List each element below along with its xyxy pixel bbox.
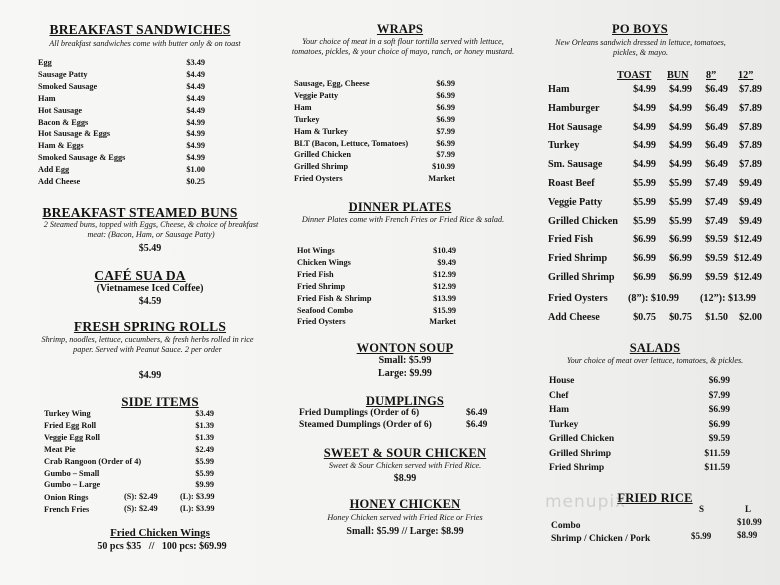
side-item-price: $5.99	[195, 468, 214, 478]
poboy-price: $0.75	[669, 312, 692, 323]
side-item-large-price: (L): $3.99	[180, 504, 215, 513]
poboy-price: $9.49	[739, 196, 762, 208]
fried-rice-price-s: $5.99	[691, 531, 712, 541]
poboy-price: $9.59	[705, 272, 728, 283]
poboy-name: Hamburger	[548, 102, 600, 114]
sides-title: SIDE ITEMS	[121, 394, 199, 409]
dumpling-item: Steamed Dumplings (Order of 6)	[299, 420, 432, 430]
side-item-name: Gumbo – Large	[44, 480, 101, 490]
poboy-name: Fried Oysters	[548, 293, 608, 304]
cafe-subtitle: (Vietnamese Iced Coffee)	[96, 283, 204, 294]
poboy-price: $9.59	[705, 234, 728, 246]
wings-title: Fried Chicken Wings	[110, 527, 210, 539]
salads-title: SALADS	[629, 341, 681, 355]
fried-rice-price-l: $10.99	[737, 517, 762, 527]
fried-rice-item: Shrimp / Chicken / Pork	[551, 534, 651, 544]
side-item-name: Meat Pie	[44, 444, 76, 454]
breakfast-item-name: Hot Sausage & Eggs	[38, 129, 111, 139]
dumpling-price: $6.49	[466, 420, 488, 430]
poboy-price: $5.99	[669, 215, 692, 227]
poboy-name: Veggie Patty	[548, 196, 603, 208]
honey-title: HONEY CHICKEN	[349, 497, 461, 511]
poboy-price: $6.99	[633, 272, 656, 283]
side-item-small-price: (S): $2.49	[124, 504, 158, 513]
breakfast-item-price: $4.49	[186, 81, 205, 91]
side-item-name: Crab Rangoon (Order of 4)	[44, 456, 142, 466]
dinner-item-price: Market	[429, 317, 456, 327]
poboy-price: $6.99	[669, 234, 692, 246]
poboys-title: PO BOYS	[612, 22, 668, 36]
poboy-price: $4.99	[669, 140, 692, 152]
side-item-large-price: (L): $3.99	[180, 492, 215, 501]
poboy-price: $4.99	[669, 102, 692, 114]
poboy-price: $9.49	[739, 178, 762, 189]
poboys-col-12in: 12”	[738, 70, 754, 81]
poboy-price: $6.49	[705, 84, 728, 95]
poboy-12in-price: (12”): $13.99	[700, 293, 757, 304]
wrap-item-name: Sausage, Egg, Cheese	[294, 79, 370, 88]
honey-desc: Honey Chicken served with Fried Rice or Fries	[327, 513, 483, 522]
salad-item-price: $11.59	[704, 463, 730, 473]
wrap-item-price: $7.99	[436, 126, 455, 136]
poboy-price: $7.89	[739, 84, 762, 95]
wonton-title: WONTON SOUP	[356, 341, 454, 355]
poboy-price: $4.99	[669, 159, 692, 171]
salad-item-name: Turkey	[549, 419, 579, 430]
dinner-item-name: Fried Fish	[297, 269, 334, 279]
dumpling-price: $6.49	[466, 408, 488, 418]
poboy-price: $0.75	[633, 312, 656, 323]
dinner-item-name: Hot Wings	[297, 246, 335, 255]
poboy-name: Grilled Shrimp	[548, 272, 615, 283]
wrap-item-price: Market	[428, 174, 455, 184]
wrap-item-name: Fried Oysters	[294, 174, 343, 184]
breakfast-title: BREAKFAST SANDWICHES	[49, 22, 231, 37]
spring-rolls-price: $4.99	[138, 370, 162, 381]
salad-item-price: $6.99	[708, 419, 730, 430]
salad-item-price: $6.99	[708, 376, 730, 386]
fried-rice-col-l: L	[745, 504, 752, 514]
wrap-item-name: Turkey	[294, 114, 320, 124]
breakfast-item-price: $4.99	[186, 129, 205, 139]
dinner-item-name: Fried Oysters	[297, 317, 346, 327]
poboy-name: Turkey	[548, 140, 580, 152]
poboy-price: $7.89	[739, 102, 762, 114]
dumpling-item: Fried Dumplings (Order of 6)	[299, 408, 420, 418]
wrap-item-price: $6.99	[436, 138, 455, 148]
poboy-price: $6.49	[705, 102, 728, 114]
breakfast-item-name: Smoked Sausage & Eggs	[38, 153, 126, 163]
wrap-item-name: Ham & Turkey	[294, 126, 348, 136]
fried-rice-col-s: S	[699, 504, 705, 514]
salad-item-name: Fried Shrimp	[549, 463, 605, 473]
breakfast-item-name: Add Egg	[38, 165, 70, 175]
dinner-title: DINNER PLATES	[348, 200, 452, 214]
wonton-large: Large: $9.99	[378, 368, 432, 379]
wrap-item-price: $10.99	[432, 162, 455, 172]
wrap-item-price: $6.99	[436, 90, 455, 100]
poboy-name: Roast Beef	[548, 178, 595, 189]
poboy-price: $7.49	[705, 215, 728, 227]
poboy-price: $4.99	[669, 121, 692, 133]
wrap-item-price: $7.99	[436, 150, 455, 160]
salad-item-name: Grilled Shrimp	[549, 448, 612, 459]
wonton-small: Small: $5.99	[378, 355, 432, 366]
breakfast-item-name: Hot Sausage	[38, 105, 83, 115]
sweet-sour-title: SWEET & SOUR CHICKEN	[323, 446, 487, 460]
breakfast-item-name: Add Cheese	[38, 177, 81, 186]
breakfast-item-name: Ham	[38, 93, 56, 103]
poboy-price: $6.49	[705, 140, 728, 152]
side-item-price: $1.39	[195, 432, 214, 442]
poboy-price: $6.99	[669, 272, 692, 283]
poboys-col-toast: TOAST	[617, 70, 652, 81]
breakfast-item-price: $4.99	[186, 141, 205, 151]
poboy-name: Add Cheese	[548, 312, 600, 323]
wraps-title: WRAPS	[376, 22, 424, 36]
poboy-price: $4.99	[633, 102, 656, 114]
dinner-item-price: $12.99	[433, 281, 456, 291]
breakfast-item-price: $1.00	[186, 165, 205, 175]
poboy-price: $7.89	[739, 159, 762, 171]
breakfast-item-name: Ham & Eggs	[38, 141, 84, 151]
poboy-name: Sm. Sausage	[548, 159, 603, 171]
side-item-name: Turkey Wing	[44, 409, 91, 418]
salad-item-name: House	[549, 376, 575, 386]
wrap-item-name: Grilled Shrimp	[294, 162, 349, 172]
sweet-sour-price: $8.99	[393, 473, 417, 484]
wraps-desc: Your choice of meat in a soft flour tortilla served with lettuce, tomatoes, pickles, & your choice of mayo, ranch, or honey mustard.	[291, 37, 515, 56]
buns-price: $5.49	[138, 243, 162, 254]
side-item-price: $3.49	[195, 409, 214, 418]
salad-item-price: $11.59	[704, 448, 730, 459]
dinner-item-name: Seafood Combo	[297, 305, 354, 315]
wrap-item-name: Ham	[294, 102, 312, 112]
poboy-price: $5.99	[669, 178, 692, 189]
poboy-price: $5.99	[633, 196, 656, 208]
poboy-8in-price: (8”): $10.99	[628, 293, 679, 304]
salad-item-price: $9.59	[708, 434, 730, 444]
spring-rolls-title: FRESH SPRING ROLLS	[73, 319, 227, 334]
breakfast-item-price: $4.99	[186, 117, 205, 127]
poboys-desc: New Orleans sandwich dressed in lettuce, tomatoes, pickles, & mayo.	[555, 38, 726, 57]
dinner-desc: Dinner Plates come with French Fries or Fried Rice & salad.	[301, 215, 505, 224]
poboy-price: $5.99	[633, 215, 656, 227]
salads-desc: Your choice of meat over lettuce, tomatoes, & pickles.	[566, 356, 744, 365]
wrap-item-price: $6.99	[436, 114, 455, 124]
spring-rolls-desc: Shrimp, noodles, lettuce, cucumbers, & fresh herbs rolled in rice paper. Served with Peanut Sauce. 2 per order	[41, 335, 254, 354]
poboy-name: Fried Fish	[548, 234, 593, 246]
poboys-col-bun: BUN	[667, 70, 689, 81]
menupix-watermark: menupix	[545, 492, 627, 512]
side-item-name: Onion Rings	[44, 493, 89, 502]
honey-price: Small: $5.99 // Large: $8.99	[346, 526, 464, 537]
poboy-price: $5.99	[669, 196, 692, 208]
breakfast-item-price: $3.49	[186, 58, 205, 67]
fried-rice-item: Combo	[551, 521, 581, 531]
poboy-name: Ham	[548, 84, 570, 95]
side-item-price: $5.99	[195, 456, 214, 466]
breakfast-item-price: $4.49	[186, 69, 205, 79]
poboys-col-8in: 8”	[706, 70, 717, 81]
poboy-price: $4.99	[633, 159, 656, 171]
side-item-name: Fried Egg Roll	[44, 420, 97, 430]
fried-rice-title: FRIED RICE	[617, 491, 693, 505]
salad-item-name: Grilled Chicken	[549, 434, 615, 444]
breakfast-desc: All breakfast sandwiches come with butter only & on toast	[49, 39, 241, 48]
poboy-price: $6.99	[633, 234, 656, 246]
poboy-price: $12.49	[733, 234, 762, 246]
poboy-price: $1.50	[705, 312, 728, 323]
dinner-item-price: $9.49	[437, 257, 456, 267]
buns-title: BREAKFAST STEAMED BUNS	[42, 205, 238, 220]
side-item-price: $2.49	[195, 444, 214, 454]
poboy-price: $4.99	[633, 121, 656, 133]
salad-item-price: $7.99	[708, 390, 730, 401]
poboy-price: $4.99	[633, 140, 656, 152]
poboy-name: Hot Sausage	[548, 121, 603, 133]
poboy-name: Fried Shrimp	[548, 253, 608, 265]
dinner-item-price: $13.99	[433, 293, 456, 303]
poboy-price: $9.49	[739, 215, 762, 227]
dumplings-title: DUMPLINGS	[365, 394, 445, 408]
dinner-item-price: $10.49	[433, 246, 456, 255]
poboy-price: $4.99	[633, 84, 656, 95]
poboy-price: $7.49	[705, 196, 728, 208]
salad-item-name: Chef	[549, 390, 569, 401]
wings-prices: 50 pcs $35 // 100 pcs: $69.99	[97, 541, 227, 552]
breakfast-item-price: $4.49	[186, 93, 205, 103]
salad-item-price: $6.99	[708, 405, 730, 415]
salad-item-name: Ham	[549, 405, 570, 415]
breakfast-item-price: $0.25	[186, 177, 205, 186]
wrap-item-price: $6.99	[436, 79, 455, 88]
side-item-price: $9.99	[195, 480, 214, 490]
breakfast-item-price: $4.99	[186, 153, 205, 163]
poboy-price: $7.89	[739, 121, 762, 133]
poboy-price: $9.59	[705, 253, 728, 265]
sweet-sour-desc: Sweet & Sour Chicken served with Fried Rice.	[328, 461, 482, 470]
side-item-name: Veggie Egg Roll	[44, 432, 100, 442]
dinner-item-name: Fried Shrimp	[297, 281, 346, 291]
poboy-price: $6.49	[705, 121, 728, 133]
poboy-price: $4.99	[669, 84, 692, 95]
wrap-item-name: BLT (Bacon, Lettuce, Tomatoes)	[294, 138, 409, 148]
side-item-price: $1.39	[195, 420, 214, 430]
dinner-item-price: $12.99	[433, 269, 456, 279]
side-item-small-price: (S): $2.49	[124, 492, 158, 501]
wrap-item-name: Veggie Patty	[294, 90, 339, 100]
breakfast-item-name: Egg	[38, 58, 52, 67]
fried-rice-price-l: $8.99	[737, 530, 758, 540]
poboy-name: Grilled Chicken	[548, 215, 618, 227]
dinner-item-price: $15.99	[433, 305, 456, 315]
side-item-name: Gumbo – Small	[44, 468, 100, 478]
breakfast-item-name: Bacon & Eggs	[38, 117, 89, 127]
cafe-price: $4.59	[138, 296, 162, 307]
side-item-name: French Fries	[44, 505, 90, 514]
poboy-price: $12.49	[733, 272, 762, 283]
buns-desc: 2 Steamed buns, topped with Eggs, Cheese, & choice of breakfast meat: (Bacon, Ham, or Sausage Patty)	[43, 220, 259, 239]
breakfast-item-name: Smoked Sausage	[38, 81, 98, 91]
poboy-price: $6.99	[669, 253, 692, 265]
poboy-price: $5.99	[633, 178, 656, 189]
poboy-price: $12.49	[733, 253, 762, 265]
breakfast-item-price: $4.49	[186, 105, 205, 115]
poboy-price: $6.99	[633, 253, 656, 265]
dinner-item-name: Fried Fish & Shrimp	[297, 293, 372, 303]
poboy-price: $2.00	[739, 312, 762, 323]
poboy-price: $7.49	[705, 178, 728, 189]
wrap-item-price: $6.99	[436, 102, 455, 112]
breakfast-item-name: Sausage Patty	[38, 69, 88, 79]
dinner-item-name: Chicken Wings	[297, 257, 351, 267]
poboy-price: $6.49	[705, 159, 728, 171]
cafe-title: CAFÉ SUA DA	[94, 268, 186, 283]
poboy-price: $7.89	[739, 140, 762, 152]
wrap-item-name: Grilled Chicken	[294, 150, 351, 160]
